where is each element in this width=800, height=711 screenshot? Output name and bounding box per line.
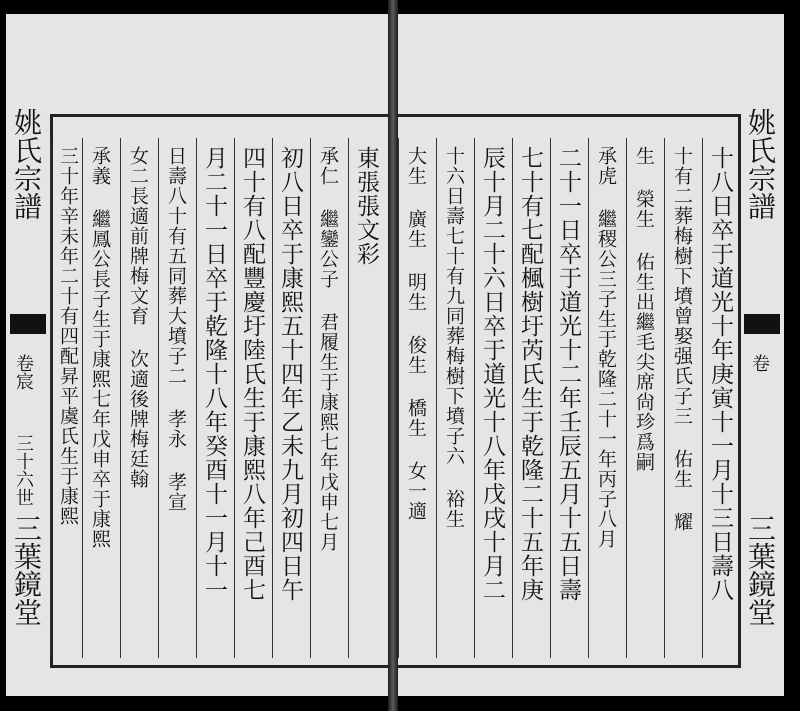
left-column-4-text: 四十有八配豐慶圩陸氏生于康熙八年己酉七	[239, 146, 265, 602]
left-hall-name: 三葉鏡堂	[10, 514, 43, 626]
left-column-1-text: 東張張文彩	[353, 146, 379, 266]
left-margin-title: 姚氏宗譜	[10, 108, 43, 220]
left-column-6-text: 日壽八十有五同葬大墳子二 孝永 孝宣	[165, 146, 187, 512]
right-column-2-text: 十有二葬梅樹下墳曾娶强氏子三 佑生 耀	[671, 146, 693, 532]
left-column-7	[120, 138, 157, 658]
right-column-6	[512, 138, 549, 658]
right-column-1	[702, 138, 739, 658]
left-page	[6, 14, 388, 696]
left-column-3	[272, 138, 309, 658]
book-spine	[388, 0, 398, 711]
right-fishtail-mark	[744, 314, 780, 334]
right-column-6-text: 七十有七配楓樹圩芮氏生于乾隆二十五年庚	[517, 146, 543, 602]
right-page	[398, 14, 784, 696]
right-volume-label: 卷	[749, 354, 770, 372]
left-column-9	[50, 138, 83, 658]
right-column-4-text: 承虎 繼稷公三子生于乾隆二十一年丙子八月	[595, 146, 617, 549]
right-column-5	[550, 138, 587, 658]
right-column-5-text: 二十一日卒于道光十二年壬辰五月十五日壽	[555, 146, 581, 602]
left-column-9-text: 三十年辛未年二十有四配昇平虞氏生于康熙	[57, 146, 79, 526]
right-column-2	[664, 138, 701, 658]
right-hall-name: 三葉鏡堂	[744, 514, 777, 626]
left-column-6	[158, 138, 195, 658]
left-column-5	[196, 138, 233, 658]
left-column-1	[348, 138, 385, 658]
right-column-1-text: 十八日卒于道光十年庚寅十一月十三日壽八	[707, 146, 733, 602]
left-column-2-text: 承仁 繼鑾公子 君履生于康熙七年戊申七月	[317, 146, 339, 552]
left-column-2	[310, 138, 347, 658]
left-column-5-text: 月二十一日卒于乾隆十八年癸酉十一月十一	[201, 146, 227, 602]
left-column-8-text: 承義 繼鳳公長子生于康熙七年戊申卒于康熙	[89, 146, 111, 549]
right-column-8	[436, 138, 473, 658]
left-column-4	[234, 138, 271, 658]
right-column-4	[588, 138, 625, 658]
left-generation-label: 三十六世	[13, 434, 34, 506]
right-column-3	[626, 138, 663, 658]
left-column-8	[82, 138, 119, 658]
right-column-3-text: 生 榮生 佑生出繼毛尖席尙珍爲嗣	[633, 146, 655, 472]
right-column-8-text: 十六日壽七十有九同葬梅樹下墳子六 裕生	[443, 146, 465, 529]
left-column-7-text: 女二長適前牌梅文育 次適後牌梅廷翰	[127, 146, 149, 489]
left-fishtail-mark	[10, 314, 46, 334]
left-volume-label: 卷宸	[13, 354, 34, 390]
right-column-9	[398, 138, 437, 658]
right-column-9-text: 大生 廣生 明生 俊生 橋生 女一適	[405, 146, 427, 521]
left-column-3-text: 初八日卒于康熙五十四年乙未九月初四日午	[277, 146, 303, 602]
right-column-7-text: 辰十月二十六日卒于道光十八年戊戌十月二	[479, 146, 505, 602]
right-margin-title: 姚氏宗譜	[744, 108, 777, 220]
right-column-7	[474, 138, 511, 658]
